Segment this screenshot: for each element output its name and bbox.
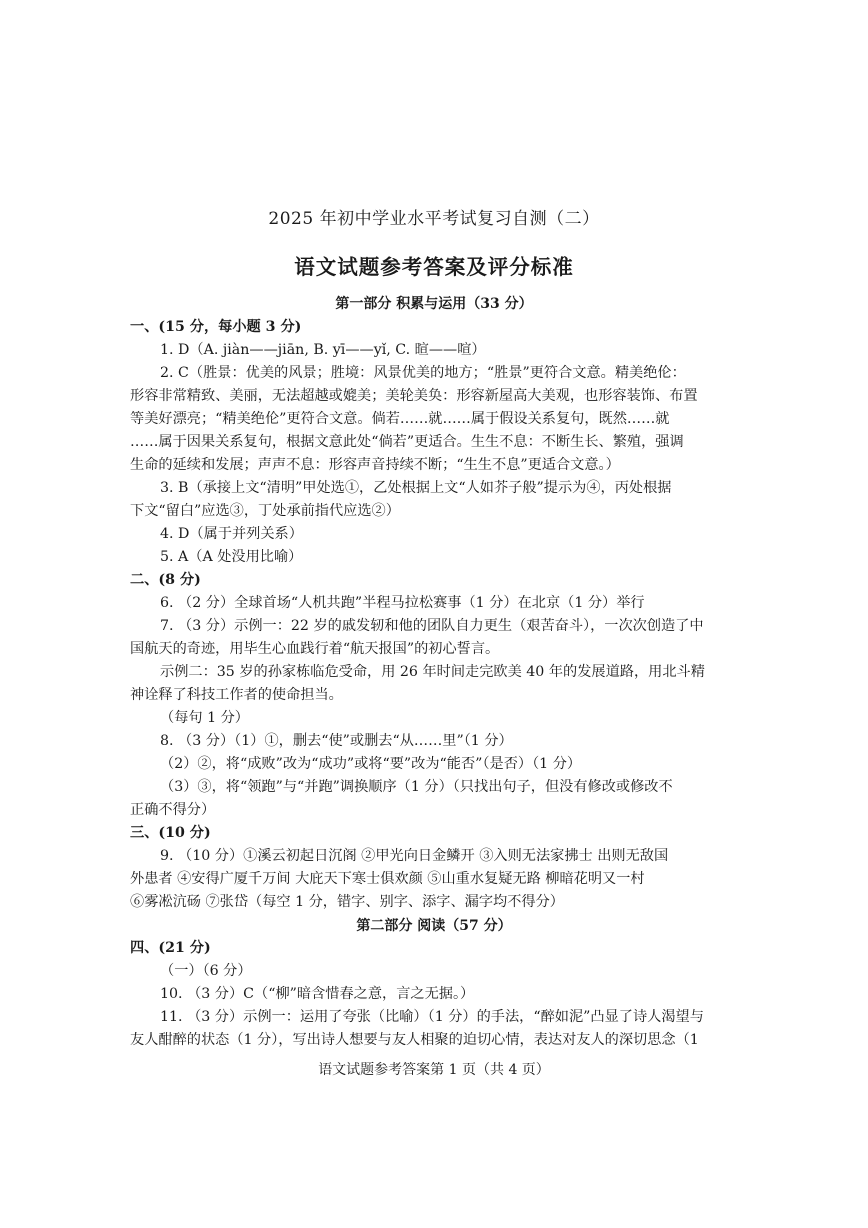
question-group-heading: 一、(15 分，每小题 3 分) (130, 319, 302, 335)
answer-line: 9. （10 分）①溪云初起日沉阁 ②甲光向日金鳞开 ③入则无法家拂士 出则无敌国 (160, 848, 669, 864)
answer-line: 友人酣醉的状态（1 分），写出诗人想要与友人相聚的迫切心情，表达对友人的深切思念（1 (130, 1032, 699, 1048)
answer-line: 1. D（A. jiàn——jiān, B. yī——yǐ, C. 暄——喧） (160, 342, 486, 358)
part1-heading: 第一部分 积累与运用（33 分） (335, 296, 533, 312)
answer-line: 示例二：35 岁的孙家栋临危受命，用 26 年时间走完欧美 40 年的发展道路，用北斗精 (160, 664, 705, 680)
answer-line: 等美好漂亮；“精美绝伦”更符合文意。倘若……就……属于假设关系复句，既然……就 (130, 411, 670, 427)
answer-line: （一）（6 分） (160, 963, 252, 979)
answer-line: （每句 1 分） (160, 710, 249, 726)
answer-line: 11. （3 分）示例一：运用了夸张（比喻）（1 分）的手法，“醉如泥”凸显了诗人渴望与 (160, 1009, 704, 1025)
document-title: 语文试题参考答案及评分标准 (294, 255, 574, 279)
answer-line: 生命的延续和发展；声声不息：形容声音持续不断；“生生不息”更适合文意。） (130, 457, 620, 473)
answer-line: 神诠释了科技工作者的使命担当。 (130, 687, 343, 703)
question-group-heading: 四、(21 分) (130, 940, 211, 956)
answer-line: （3）③，将“领跑”与“并跑”调换顺序（1 分）（只找出句子，但没有修改或修改不 (160, 779, 673, 795)
page-footer: 语文试题参考答案第 1 页（共 4 页） (318, 1062, 550, 1078)
answer-line: ……属于因果关系复句，根据文意此处“倘若”更适合。生生不息：不断生长、繁殖，强调 (130, 434, 684, 450)
answer-line: ⑥雾凇沆砀 ⑦张岱（每空 1 分，错字、别字、添字、漏字均不得分） (130, 894, 564, 910)
answer-line: 10. （3 分）C（“柳”暗含惜春之意，言之无据。） (160, 986, 475, 1002)
answer-line: 4. D（属于并列关系） (160, 526, 303, 542)
answer-line: 外患者 ④安得广厦千万间 大庇天下寒士俱欢颜 ⑤山重水复疑无路 柳暗花明又一村 (130, 871, 645, 887)
exam-title: 2025 年初中学业水平考试复习自测（二） (268, 209, 600, 229)
question-group-heading: 二、(8 分) (130, 572, 201, 588)
answer-line: 形容非常精致、美丽，无法超越或媲美；美轮美奂：形容新屋高大美观，也形容装饰、布置 (130, 388, 698, 404)
answer-line: 6. （2 分）全球首场“人机共跑”半程马拉松赛事（1 分）在北京（1 分）举行 (160, 595, 645, 611)
answer-line: 国航天的奇迹，用毕生心血践行着“航天报国”的初心誓言。 (130, 641, 500, 657)
answer-line: 下文“留白”应选③，丁处承前指代应选②） (130, 503, 400, 519)
answer-line: 正确不得分） (130, 802, 216, 818)
answer-line: 7. （3 分）示例一：22 岁的戚发轫和他的团队自力更生（艰苦奋斗），一次次创造了中 (160, 618, 704, 634)
answer-line: 3. B（承接上文“清明”甲处选①，乙处根据上文“人如芥子般”提示为④，丙处根据 (160, 480, 672, 496)
answer-line: 8. （3 分）（1）①，删去“使”或删去“从……里”（1 分） (160, 733, 513, 749)
answer-line: （2）②，将“成败”改为“成功”或将“要”改为“能否”（是否）（1 分） (160, 756, 582, 772)
question-group-heading: 三、(10 分) (130, 825, 211, 841)
part2-heading: 第二部分 阅读（57 分） (356, 918, 512, 934)
answer-line: 5. A（A 处没用比喻） (160, 549, 303, 565)
answer-line: 2. C（胜景：优美的风景；胜境：风景优美的地方；“胜景”更符合文意。精美绝伦： (160, 365, 686, 381)
